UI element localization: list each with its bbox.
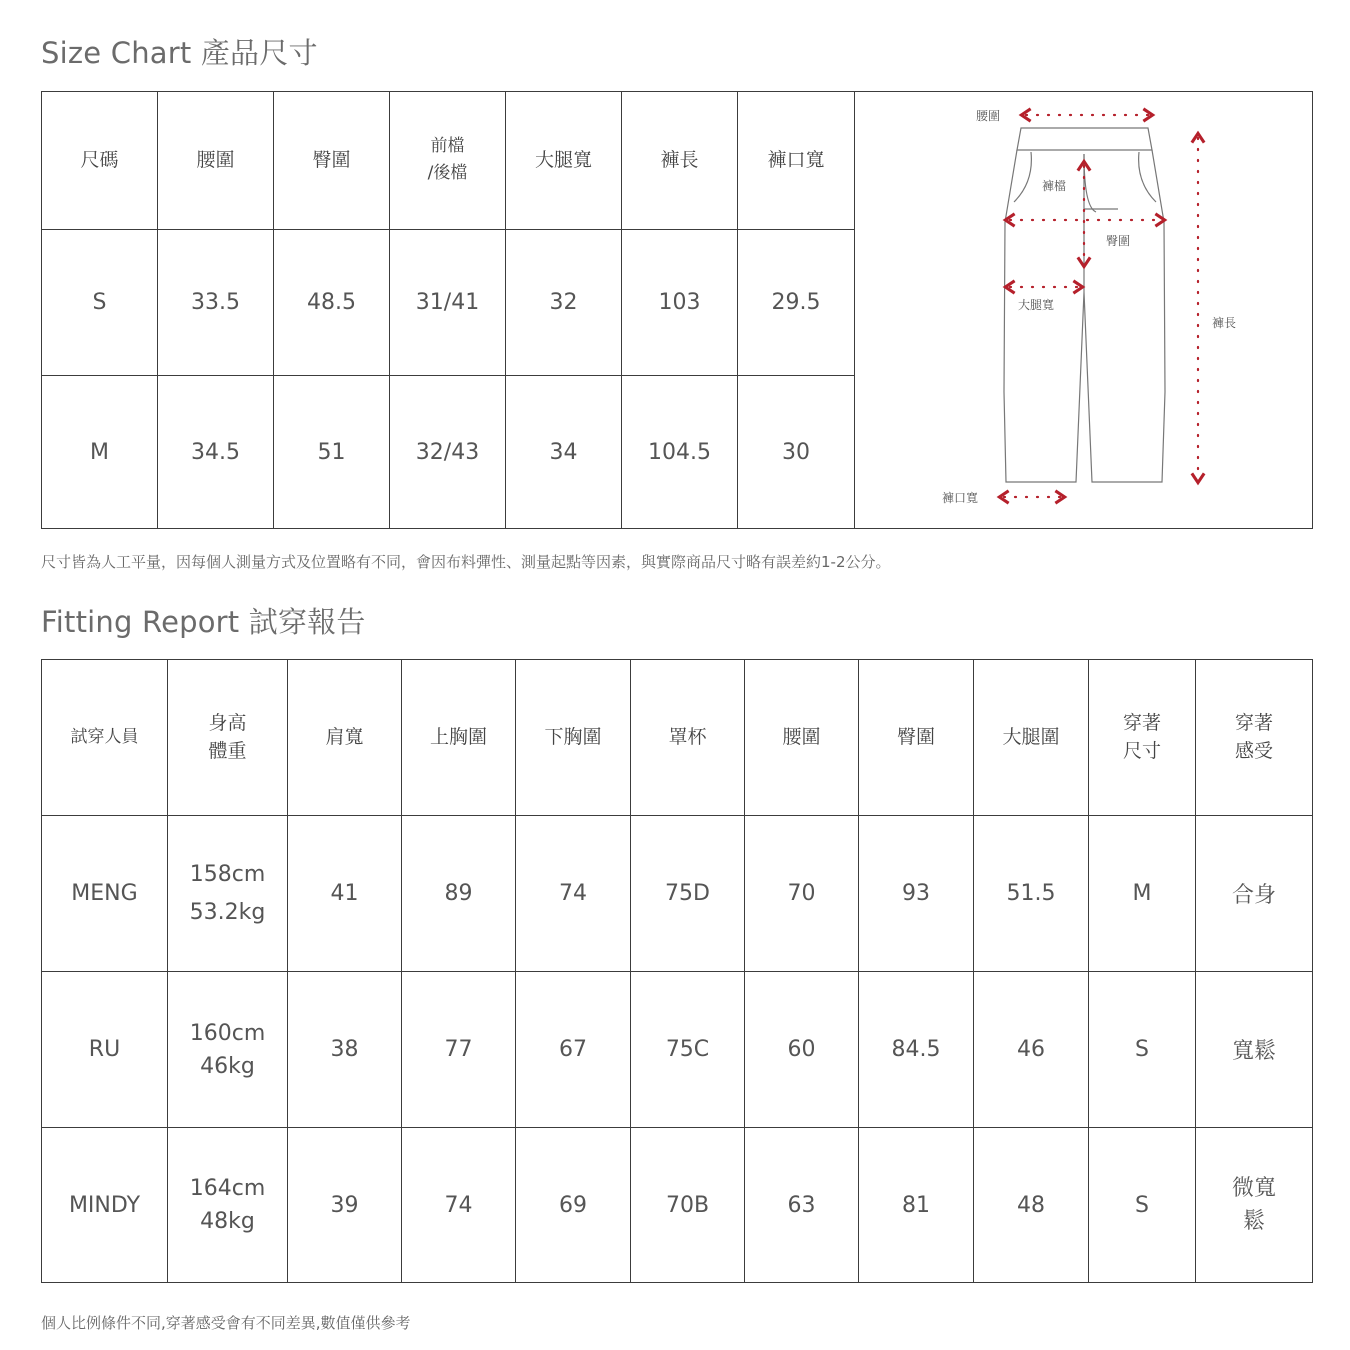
tester-feel bbox=[1196, 1128, 1313, 1283]
header-hem: 褲口寬 bbox=[738, 92, 855, 230]
size-chart-table bbox=[41, 91, 1313, 529]
tester-cup: 70B bbox=[631, 1128, 745, 1283]
header-weight: 體重 bbox=[208, 739, 247, 762]
tester-upper-bust: 77 bbox=[402, 972, 516, 1128]
hem-label: 褲口寬 bbox=[941, 491, 978, 505]
tester-feel-line1: 寬鬆 bbox=[1231, 1039, 1276, 1064]
tester-feel bbox=[1196, 816, 1313, 972]
tester-name: RU bbox=[42, 972, 168, 1128]
tester-height: 160cm bbox=[189, 1020, 266, 1046]
tester-hip: 81 bbox=[859, 1128, 974, 1283]
header-feel bbox=[1196, 660, 1313, 816]
hip-cell: 48.5 bbox=[274, 229, 390, 376]
tester-name: MINDY bbox=[42, 1128, 168, 1283]
hem-cell: 29.5 bbox=[738, 229, 855, 376]
tester-shoulder: 39 bbox=[288, 1128, 402, 1283]
thigh-cell: 32 bbox=[506, 229, 622, 376]
tester-cup: 75D bbox=[631, 816, 745, 972]
header-size: 尺碼 bbox=[42, 92, 158, 230]
pants-diagram-svg bbox=[856, 92, 1312, 524]
length-label: 褲長 bbox=[1211, 316, 1236, 330]
tester-row bbox=[42, 1128, 1313, 1283]
tester-feel-line1: 微寬 bbox=[1231, 1176, 1276, 1201]
pants-diagram bbox=[855, 92, 1313, 529]
tester-feel-line1: 合身 bbox=[1231, 883, 1276, 908]
tester-height-weight bbox=[168, 816, 288, 972]
header-shoulder: 肩寬 bbox=[288, 660, 402, 816]
tester-weight: 48kg bbox=[200, 1209, 255, 1234]
tester-shoulder: 38 bbox=[288, 972, 402, 1128]
header-cup: 罩杯 bbox=[631, 660, 745, 816]
tester-waist: 60 bbox=[745, 972, 859, 1128]
tester-hip: 93 bbox=[859, 816, 974, 972]
tester-feel-line2: 鬆 bbox=[1242, 1209, 1265, 1234]
header-hip: 臀圍 bbox=[859, 660, 974, 816]
fitting-report-note: 個人比例條件不同,穿著感受會有不同差異,數值僅供參考 bbox=[41, 1314, 411, 1332]
header-upper-bust: 上胸圍 bbox=[402, 660, 516, 816]
tester-row bbox=[42, 816, 1313, 972]
tester-height: 158cm bbox=[189, 862, 266, 888]
header-worn-size bbox=[1089, 660, 1196, 816]
tester-under-bust: 69 bbox=[516, 1128, 631, 1283]
fitting-report-table bbox=[41, 659, 1313, 1283]
tester-weight: 53.2kg bbox=[189, 899, 266, 925]
tester-waist: 63 bbox=[745, 1128, 859, 1283]
thigh-cell: 34 bbox=[506, 376, 622, 529]
length-cell: 103 bbox=[622, 229, 738, 376]
tester-feel bbox=[1196, 972, 1313, 1128]
header-thigh: 大腿圍 bbox=[974, 660, 1089, 816]
waist-label: 腰圍 bbox=[975, 109, 1000, 123]
waist-cell: 33.5 bbox=[158, 229, 274, 376]
header-feel-line2: 感受 bbox=[1234, 739, 1273, 762]
header-waist: 腰圍 bbox=[745, 660, 859, 816]
tester-size: S bbox=[1089, 1128, 1196, 1283]
length-cell: 104.5 bbox=[622, 376, 738, 529]
hip-cell: 51 bbox=[274, 376, 390, 529]
tester-row bbox=[42, 972, 1313, 1128]
size-chart-note: 尺寸皆為人工平量，因每個人測量方式及位置略有不同，會因布料彈性、測量起點等因素，與實際商品尺寸略有誤差約1-2公分。 bbox=[41, 553, 891, 571]
header-waist: 腰圍 bbox=[158, 92, 274, 230]
rise-cell: 32/43 bbox=[390, 376, 506, 529]
size-chart-title: Size Chart 產品尺寸 bbox=[41, 36, 318, 70]
size-cell: S bbox=[42, 229, 158, 376]
hip-label: 臀圍 bbox=[1105, 234, 1130, 248]
header-under-bust: 下胸圍 bbox=[516, 660, 631, 816]
header-height-weight bbox=[168, 660, 288, 816]
tester-height: 164cm bbox=[189, 1176, 266, 1201]
tester-under-bust: 67 bbox=[516, 972, 631, 1128]
thigh-label: 大腿寬 bbox=[1017, 298, 1054, 312]
waist-cell: 34.5 bbox=[158, 376, 274, 529]
tester-upper-bust: 89 bbox=[402, 816, 516, 972]
size-cell: M bbox=[42, 376, 158, 529]
header-worn-size-line2: 尺寸 bbox=[1122, 739, 1161, 762]
tester-size: S bbox=[1089, 972, 1196, 1128]
header-front-rise: 前檔 bbox=[430, 136, 465, 157]
fit-header-row bbox=[42, 660, 1313, 816]
fitting-report-title: Fitting Report 試穿報告 bbox=[41, 605, 366, 639]
tester-waist: 70 bbox=[745, 816, 859, 972]
tester-height-weight bbox=[168, 1128, 288, 1283]
header-tester: 試穿人員 bbox=[42, 660, 168, 816]
header-rise bbox=[390, 92, 506, 230]
tester-thigh: 46 bbox=[974, 972, 1089, 1128]
tester-height-weight bbox=[168, 972, 288, 1128]
tester-hip: 84.5 bbox=[859, 972, 974, 1128]
tester-upper-bust: 74 bbox=[402, 1128, 516, 1283]
header-hip: 臀圍 bbox=[274, 92, 390, 230]
tester-name: MENG bbox=[42, 816, 168, 972]
rise-label: 褲檔 bbox=[1041, 179, 1066, 193]
size-header-row bbox=[42, 92, 1313, 230]
tester-thigh: 48 bbox=[974, 1128, 1089, 1283]
hem-cell: 30 bbox=[738, 376, 855, 529]
tester-under-bust: 74 bbox=[516, 816, 631, 972]
header-back-rise: /後檔 bbox=[427, 163, 468, 184]
tester-thigh: 51.5 bbox=[974, 816, 1089, 972]
tester-size: M bbox=[1089, 816, 1196, 972]
header-feel-line1: 穿著 bbox=[1234, 711, 1273, 734]
header-height: 身高 bbox=[208, 711, 247, 734]
tester-shoulder: 41 bbox=[288, 816, 402, 972]
header-worn-size-line1: 穿著 bbox=[1122, 711, 1161, 734]
tester-cup: 75C bbox=[631, 972, 745, 1128]
header-thigh: 大腿寬 bbox=[506, 92, 622, 230]
header-length: 褲長 bbox=[622, 92, 738, 230]
rise-cell: 31/41 bbox=[390, 229, 506, 376]
tester-weight: 46kg bbox=[200, 1053, 255, 1079]
